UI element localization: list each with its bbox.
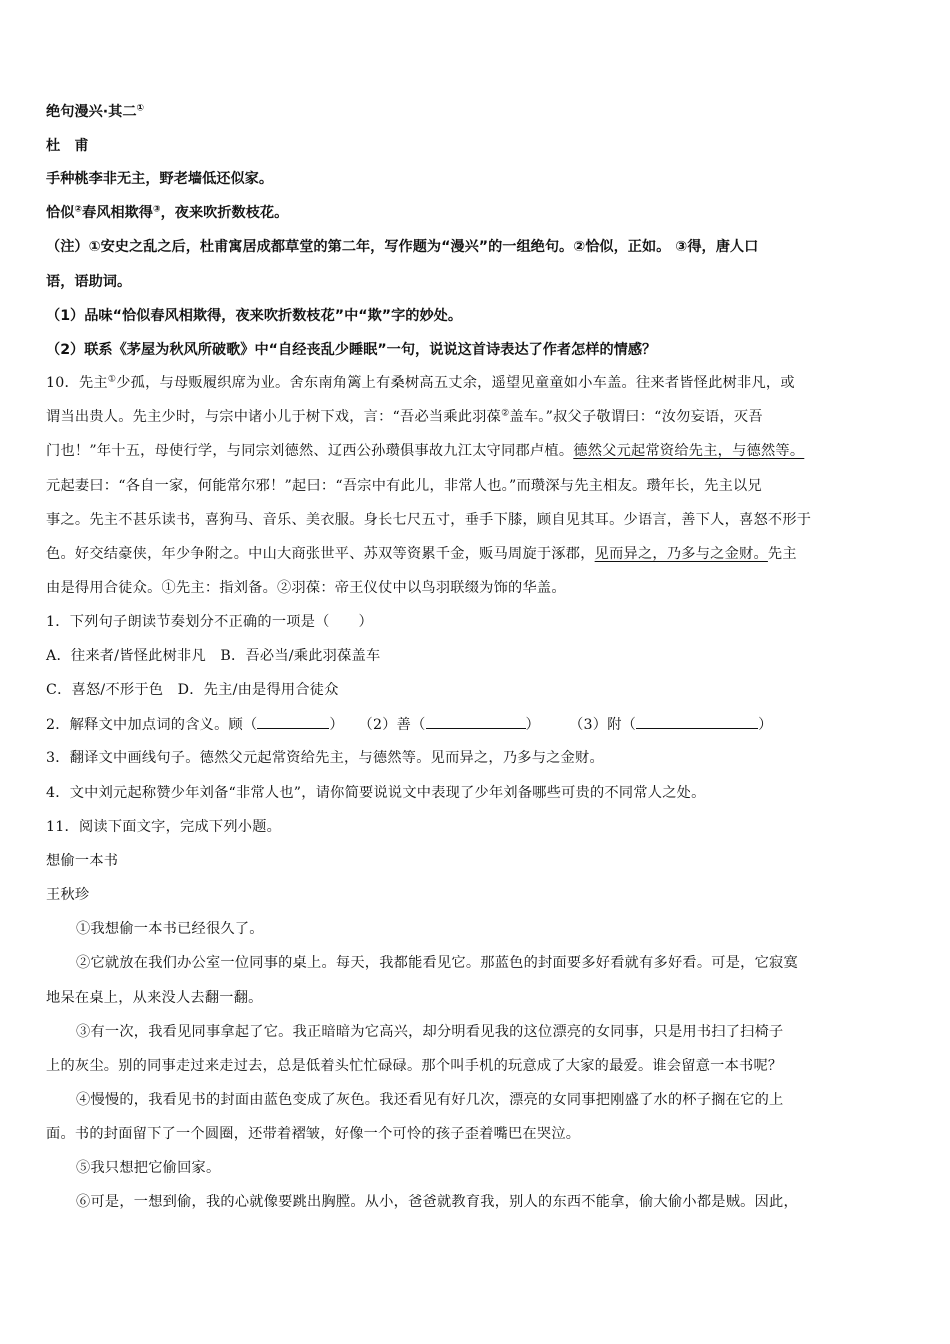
q11-paragraph-6-line-1: ⑥可是，一想到偷，我的心就像要跳出胸膛。从小，爸爸就教育我，别人的东西不能拿，偷大偷小都是贼。因此， [76, 1194, 798, 1210]
q11-paragraph-4-line-2: 面。书的封面留下了一个圆圈，还带着褶皱，好像一个可怜的孩子歪着嘴巴在哭泣。 [46, 1126, 581, 1142]
note-mark: ② [501, 408, 510, 419]
q11-paragraph-5: ⑤我只想把它偷回家。 [76, 1160, 221, 1176]
q10-passage-line-1 [46, 373, 795, 393]
poem-question-1: （1）品味“恰似春风相欺得，夜来吹折数枝花”中“欺”字的妙处。 [46, 308, 463, 324]
question-text: ） [758, 717, 773, 733]
note-mark: ② [74, 204, 83, 215]
q10-passage-line-4: 元起妻曰：“各自一家，何能常尔邪！”起曰：“吾宗中有此儿，非常人也。”而瓒深与先主相友。瓒年长，先主以兄 [46, 478, 762, 494]
q10-passage-line-6 [46, 544, 797, 564]
underlined-sentence-2: 见而异之，乃多与之金财。 [594, 546, 768, 562]
question-text: ） （3）附（ [525, 717, 637, 733]
poem-question-2: （2）联系《茅屋为秋风所破歌》中“自经丧乱少睡眠”一句，说说这首诗表达了作者怎样的情感？ [46, 342, 657, 358]
answer-blank-1[interactable] [257, 714, 329, 729]
poem-line-2 [46, 203, 288, 223]
q10-sub-1: 1．下列句子朗读节奏划分不正确的一项是（ ） [46, 614, 373, 630]
note-mark: ① [107, 374, 117, 385]
passage-text: 盖车。”叔父子敬谓曰：“汝勿妄语，灭吾 [509, 409, 763, 425]
q11-paragraph-2-line-1: ②它就放在我们办公室一位同事的桌上。每天，我都能看见它。那蓝色的封面要多好看就有多好看。可是，它寂寞 [76, 955, 798, 971]
poem-title [46, 102, 144, 122]
poem-text: 春风相欺得 [82, 205, 153, 221]
q11-paragraph-3-line-1: ③有一次，我看见同事拿起了它。我正暗暗为它高兴，却分明看见我的这位漂亮的女同事，只是用书扫了扫椅子 [76, 1024, 784, 1040]
q11-paragraph-1: ①我想偷一本书已经很久了。 [76, 921, 264, 937]
note-mark: ③ [152, 204, 161, 215]
q10-passage-line-3 [46, 441, 804, 461]
q11-intro: 11．阅读下面文字，完成下列小题。 [46, 819, 282, 835]
note-mark: ① [136, 103, 145, 114]
q10-options-cd: C．喜怒/不形于色 D．先主/由是得用合徒众 [46, 682, 339, 698]
poem-line-1: 手种桃李非无主，野老墙低还似家。 [46, 171, 274, 187]
answer-blank-2[interactable] [426, 714, 526, 729]
q11-paragraph-4-line-1: ④慢慢的，我看见书的封面由蓝色变成了灰色。我还看见有好几次，漂亮的女同事把刚盛了水的杯子搁在它的上 [76, 1092, 784, 1108]
q10-passage-line-5: 事之。先主不甚乐读书，喜狗马、音乐、美衣服。身长七尺五寸，垂手下膝，顾自见其耳。少语言，善下人，喜怒不形于 [46, 512, 812, 528]
question-text: ） （2）善（ [329, 717, 426, 733]
poem-note-line-2: 语，语助词。 [46, 274, 132, 290]
passage-text: 谓当出贵人。先主少时，与宗中诸小儿于树下戏，言：“吾必当乘此羽葆 [46, 409, 502, 425]
poem-note-line-1: （注）①安史之乱之后，杜甫寓居成都草堂的第二年，写作题为“漫兴”的一组绝句。②恰似，正如。 ③得，唐人口 [46, 239, 759, 255]
q10-sub-3: 3．翻译文中画线句子。德然父元起常资给先主，与德然等。见而异之，乃多与之金财。 [46, 750, 604, 766]
q11-paragraph-3-line-2: 上的灰尘。别的同事走过来走过去，总是低着头忙忙碌碌。那个叫手机的玩意成了大家的最爱。谁会留意一本书呢？ [46, 1058, 783, 1074]
passage-text: 先主 [767, 546, 797, 562]
poem-text: 恰似 [46, 205, 75, 221]
q10-options-ab: A．往来者/皆怪此树非凡 B．吾必当/乘此羽葆盖车 [46, 648, 381, 664]
q10-passage-line-7: 由是得用合徒众。①先主：指刘备。②羽葆：帝王仪仗中以鸟羽联缀为饰的华盖。 [46, 580, 566, 596]
answer-blank-3[interactable] [636, 714, 758, 729]
passage-text: 门也！”年十五，母使行学，与同宗刘德然、辽西公孙瓒俱事故九江太守同郡卢植。 [46, 443, 574, 459]
passage-text: 10．先主 [46, 375, 108, 391]
q10-passage-line-2 [46, 407, 763, 427]
poem-text: ，夜来吹折数枝花。 [160, 205, 289, 221]
q11-paragraph-2-line-2: 地呆在桌上，从来没人去翻一翻。 [46, 990, 263, 1006]
passage-text: 色。好交结豪侠，年少争附之。中山大商张世平、苏双等资累千金，贩马周旋于涿郡， [46, 546, 595, 562]
poem-title-text: 绝句漫兴·其二 [46, 104, 137, 120]
q10-sub-2 [46, 714, 773, 735]
underlined-sentence-1: 德然父元起常资给先主，与德然等。 [573, 443, 805, 459]
question-text: 2．解释文中加点词的含义。顾（ [46, 717, 258, 733]
passage-text: 少孤，与母贩履织席为业。舍东南角篱上有桑树高五丈余，遥望见童童如小车盖。往来者皆怪此树非凡，或 [116, 375, 795, 391]
q11-article-author: 王秋珍 [46, 887, 90, 903]
q10-sub-4: 4．文中刘元起称赞少年刘备“非常人也”，请你简要说说文中表现了少年刘备哪些可贵的不同常人之处。 [46, 785, 706, 801]
poem-author: 杜 甫 [46, 138, 89, 154]
q11-article-title: 想偷一本书 [46, 853, 119, 869]
